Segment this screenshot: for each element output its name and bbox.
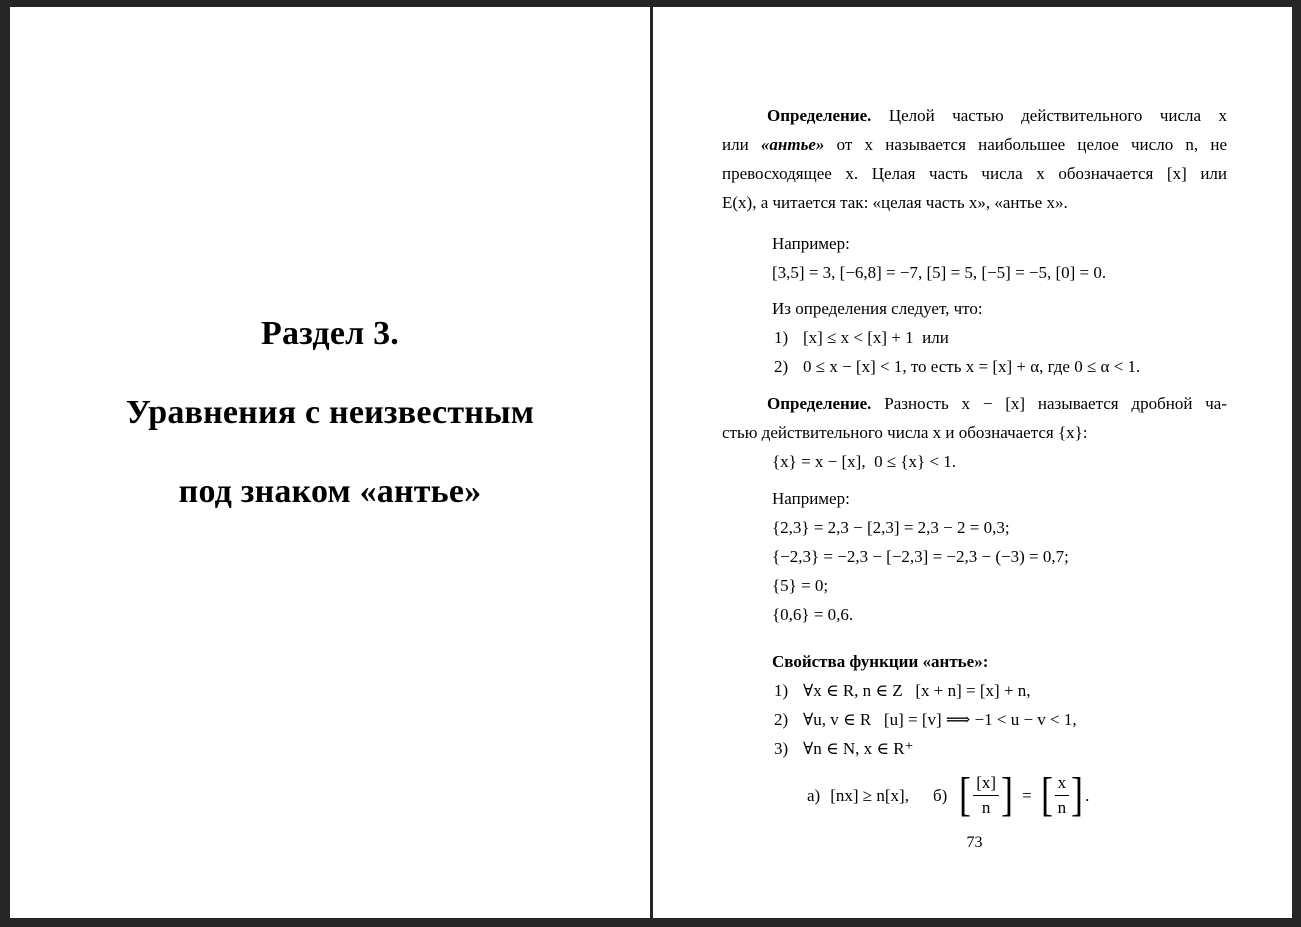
example-2-formula-3: {5} = 0; [772, 576, 829, 595]
fraction-1-numerator: [x] [973, 772, 999, 796]
example-2-header: Например: [772, 489, 850, 508]
fraction-2-numerator: x [1055, 772, 1070, 796]
section-title-line3: под знаком «антье» [178, 473, 482, 510]
item-number: 2) [774, 710, 789, 729]
definition-2-line2: стью действительного числа x и обозначается {x}: [722, 423, 1088, 442]
example-2-formula-4: {0,6} = 0,6. [772, 605, 854, 624]
definition-1-line2-pre: или [722, 135, 749, 154]
item-number: 3) [774, 739, 789, 758]
page-number: 73 [966, 834, 983, 851]
equals-sign: = [1022, 785, 1032, 805]
section-title-line1: Раздел 3. [261, 315, 399, 352]
definition-1-term: «антье» [760, 135, 825, 154]
consequences-item-2 [722, 352, 1227, 381]
example-2 [722, 484, 1227, 629]
fraction-2-denominator: n [1057, 797, 1067, 817]
properties-item-2 [722, 705, 1227, 734]
item-number: 2) [774, 357, 789, 376]
properties-item-3-subline [722, 767, 1227, 823]
fraction-2 [1055, 772, 1070, 819]
item-formula: ∀n ∈ N, x ∈ R⁺ [803, 739, 914, 758]
text-column [722, 7, 1227, 823]
section-title-line2: Уравнения с неизвестным [125, 394, 535, 431]
properties-item-3 [722, 734, 1227, 763]
big-close-bracket: ] [1001, 768, 1014, 821]
definition-2-line1-text: Разность x − [x] называется дробной ча- [884, 394, 1227, 413]
example-1-header: Например: [772, 234, 850, 253]
example-1 [722, 229, 1227, 287]
consequences-header: Из определения следует, что: [772, 299, 983, 318]
item-number: 1) [774, 328, 789, 347]
item-formula: ∀u, v ∈ R [u] = [v] ⟹ −1 < u − v < 1, [803, 710, 1077, 729]
consequences [722, 294, 1227, 381]
definition-2-line1 [722, 389, 1227, 418]
fraction-1 [973, 772, 999, 819]
fraction-1-denominator: n [981, 797, 991, 817]
example-1-formula: [3,5] = 3, [−6,8] = −7, [5] = 5, [−5] = −5, [0] = 0. [772, 263, 1107, 282]
definition-1-line1 [722, 101, 1227, 130]
example-2-formula-1: {2,3} = 2,3 − [2,3] = 2,3 − 2 = 0,3; [772, 518, 1010, 537]
right-page [653, 7, 1292, 918]
sub-item-a-formula: [nx] ≥ n[x], [830, 785, 909, 805]
definition-1-line2 [722, 130, 1227, 159]
left-page [10, 7, 650, 918]
definition-2-keyword: Определение. [767, 394, 872, 413]
properties [722, 647, 1227, 823]
item-number: 1) [774, 681, 789, 700]
definition-1-line3: превосходящее x. Целая часть числа x обозначается [x] или [722, 164, 1227, 183]
item-formula: ∀x ∈ R, n ∈ Z [x + n] = [x] + n, [803, 681, 1031, 700]
big-close-bracket: ] [1071, 768, 1084, 821]
consequences-item-1 [722, 323, 1227, 352]
period: . [1085, 785, 1090, 805]
properties-header: Свойства функции «антье»: [772, 652, 989, 671]
section-title [10, 314, 650, 551]
definition-2-formula: {x} = x − [x], 0 ≤ {x} < 1. [772, 452, 957, 471]
definition-1-line1-text: Целой частью действительного числа x [888, 106, 1227, 125]
definition-1-line2-text: от x называется наибольшее целое число n, не [836, 135, 1228, 154]
big-open-bracket: [ [1040, 768, 1053, 821]
definition-1-line4: E(x), а читается так: «целая часть x», «антье x». [722, 193, 1068, 212]
big-open-bracket: [ [959, 768, 972, 821]
definition-1 [722, 101, 1227, 217]
definition-1-keyword: Определение. [767, 106, 872, 125]
properties-item-1 [722, 676, 1227, 705]
item-formula: [x] ≤ x < [x] + 1 или [803, 328, 949, 347]
example-2-formula-2: {−2,3} = −2,3 − [−2,3] = −2,3 − (−3) = 0,7; [772, 547, 1069, 566]
item-formula: 0 ≤ x − [x] < 1, то есть x = [x] + α, где 0 ≤ α < 1. [803, 357, 1141, 376]
sub-item-a-label: а) [807, 785, 821, 805]
sub-item-b-label: б) [932, 785, 948, 805]
definition-2 [722, 389, 1227, 476]
